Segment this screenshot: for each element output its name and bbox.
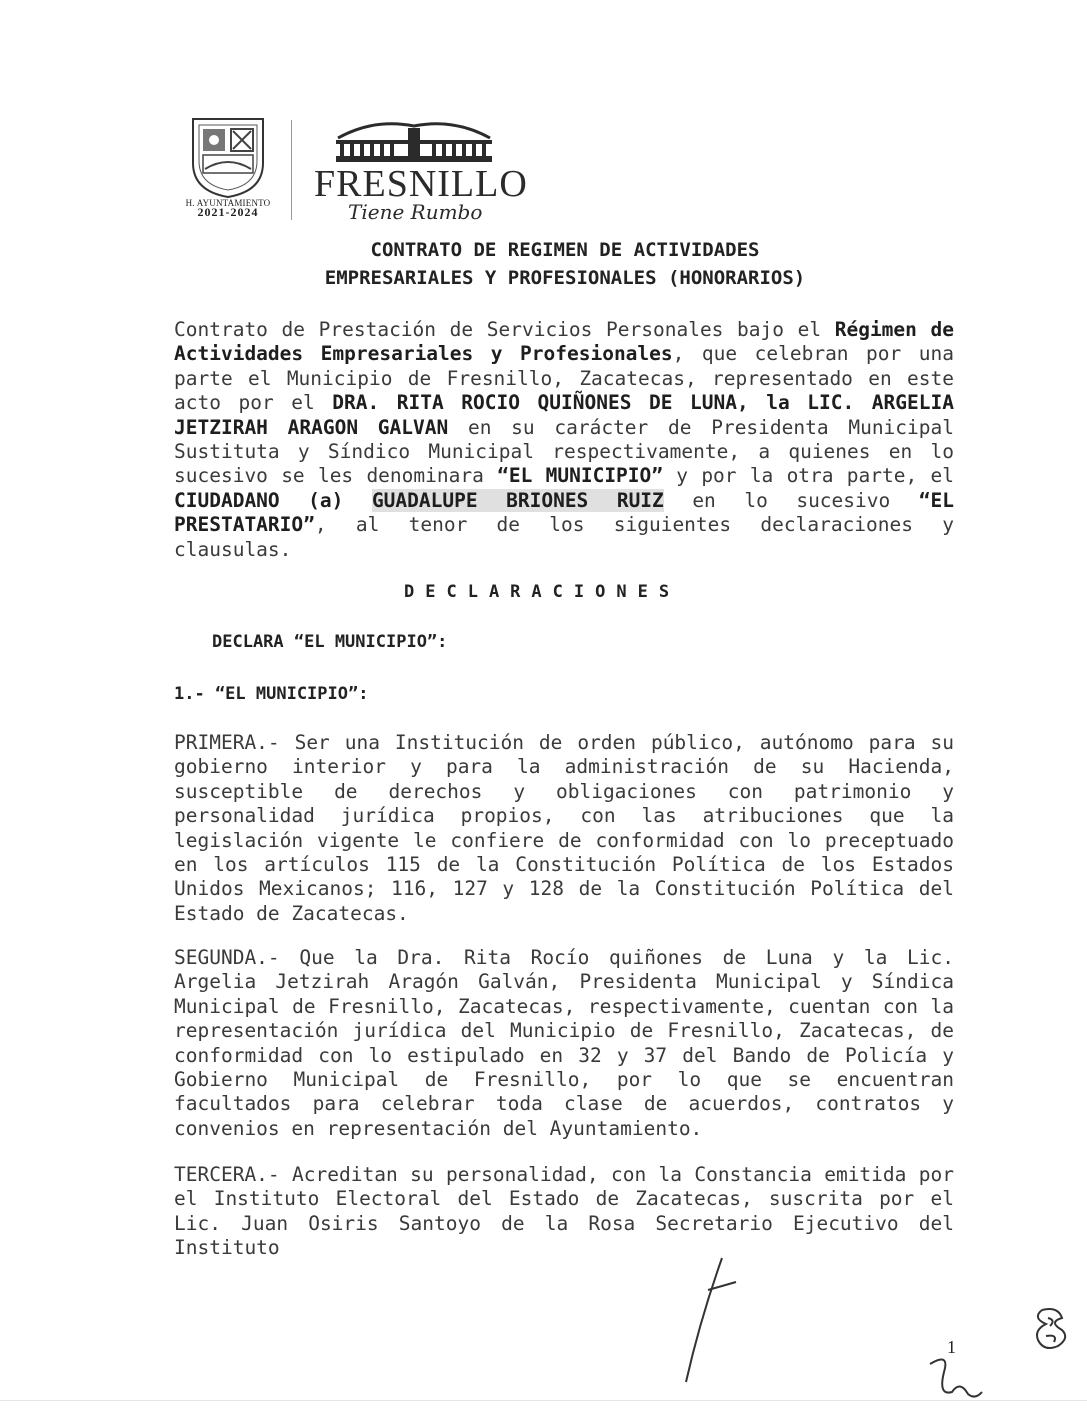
- intro-bold-prestatario-name: GUADALUPE BRIONES RUIZ: [371, 488, 664, 512]
- title-line2: EMPRESARIALES Y PROFESIONALES (HONORARIOS): [324, 267, 806, 289]
- seal-caption-line1: H. AYUNTAMIENTO: [185, 198, 271, 208]
- intro-text: en lo sucesivo: [663, 488, 919, 512]
- clause-tercera: TERCERA.- Acreditan su personalidad, con la Constancia emitida por el Instituto Electoral del Estado de Zacatecas, suscrita por el Lic. Juan Osiris Santoyo de la Rosa Secretario Ejecutivo del Instituto: [174, 1163, 954, 1260]
- clause-segunda: SEGUNDA.- Que la Dra. Rita Rocío quiñones de Luna y la Lic. Argelia Jetzirah Aragón Galván, Presidenta Municipal y Síndica Municipal de Fresnillo, Zacatecas, respectivamente, cuentan con la representación jurídica del Municipio de Fresnillo, Zacatecas, de conformidad con lo estipulado en 32 y 37 del Bando de Policía y Gobierno Municipal de Fresnillo, por lo que se encuentran facultados para celebrar toda clase de acuerdos, contratos y convenios en representación del Ayuntamiento.: [174, 946, 954, 1140]
- intro-bold-municipio: “EL MUNICIPIO”: [497, 464, 664, 488]
- signature-stroke: [686, 1258, 722, 1382]
- intro-text: y por la otra parte, el: [663, 464, 954, 488]
- logo-tagline: Tiene Rumbo: [348, 200, 483, 224]
- intro-text: en su carácter de Presidenta Municipal Sustituta y Síndico Municipal respectivamente, a quienes en lo sucesivo se les denominara: [174, 415, 954, 488]
- title-line1: CONTRATO DE REGIMEN DE ACTIVIDADES: [370, 239, 760, 261]
- intro-bold-ciudadano: CIUDADANO (a): [174, 488, 344, 512]
- intro-bold-prestatario: “EL PRESTATARIO”: [174, 488, 955, 537]
- declara-municipio-heading: DECLARA “EL MUNICIPIO”:: [212, 632, 448, 652]
- intro-text: , que celebran por una parte el Municipio de Fresnillo, Zacatecas, representado en este acto por el: [174, 342, 955, 415]
- intro-text: Contrato de Prestación de Servicios Personales bajo el: [174, 318, 835, 341]
- scan-edge-line: [0, 1400, 1087, 1401]
- intro-bold-representatives: DRA. RITA ROCIO QUIÑONES DE LUNA, la LIC. ARGELIA JETZIRAH ARAGON GALVAN: [174, 391, 954, 439]
- logo-wordmark: FRESNILLO: [314, 163, 528, 205]
- section-1-heading: 1.- “EL MUNICIPIO”:: [174, 684, 369, 704]
- intro-text: , al tenor de los siguientes declaraciones y clausulas.: [174, 513, 954, 561]
- clause-primera: PRIMERA.- Ser una Institución de orden público, autónomo para su gobierno interior y para la administración de su Hacienda, susceptible de derechos y obligaciones con patrimonio y personalidad jurídica propios, con las atribuciones que la legislación vigente le confiere de conformidad con lo preceptuado en los artículos 115 de la Constitución Política de los Estados Unidos Mexicanos; 116, 127 y 128 de la Constitución Política del Estado de Zacatecas.: [174, 731, 954, 925]
- declaraciones-heading: DECLARACIONES: [404, 582, 681, 602]
- intro-bold-regime: Régimen de Actividades Empresariales y Profesionales: [174, 318, 954, 366]
- initials-stroke: [930, 1360, 982, 1397]
- seal-caption-period: 2021-2024: [197, 205, 259, 219]
- initials-mark: [1037, 1309, 1065, 1348]
- page-number: 1: [947, 1337, 956, 1357]
